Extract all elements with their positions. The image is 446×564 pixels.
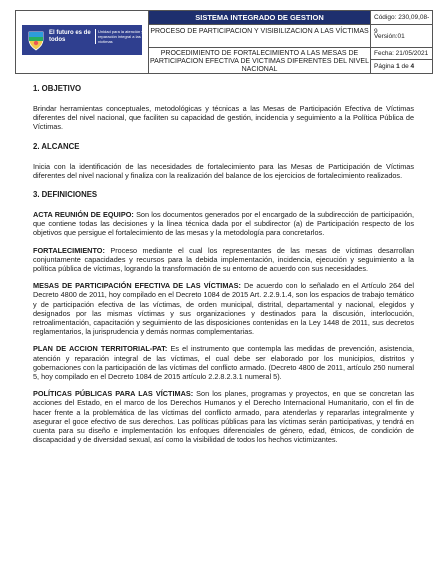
definition-term: ACTA REUNIÓN DE EQUIPO: (33, 210, 134, 220)
process-name: PROCESO DE PARTICIPACION Y VISIBILIZACION A LAS VÍCTIMAS (149, 25, 370, 48)
page-total: 4 (410, 63, 415, 70)
logo-main-text: El futuro es de todos (49, 30, 91, 43)
objetivo-text: Brindar herramientas conceptuales, metodológicas y técnicas a las Mesas de Participación Efectiva de Víctimas diferentes del nivel nacional, que faciliten su capacidad de gestión, incidencia y seguimiento a la Política Pública de Víctimas. (33, 104, 414, 132)
document-code: Código: 230,09,08-9 (370, 11, 432, 25)
definition-fortalecimiento (33, 246, 414, 274)
definition-term: POLÍTICAS PÚBLICAS PARA LAS VÍCTIMAS: (33, 389, 194, 399)
section-heading-alcance: 2. ALCANCE (33, 141, 80, 151)
document-date: Fecha: 21/05/2021 (370, 48, 432, 60)
definition-pat (33, 344, 414, 381)
definition-politicas (33, 389, 414, 444)
definition-mesas (33, 281, 414, 336)
page-number (370, 60, 432, 73)
definition-text: De acuerdo con lo señalado en el Artículo 264 del Decreto 4800 de 2011, hoy compilado en el Decreto 1084 de 2015 Art. 2.2.9.1.4, son los espacios de trabajo temático y de participación efectiva de las víctimas, de orden municipal, distrital, departamental y nacional, elegidos y designados por las mismas víctimas y sus organizaciones y destinados para la discusión, interlocución, retroalimentación, capacitación y seguimiento de las disposiciones contenidas en la Ley 1448 de 2011, sus decretos reglamentarios, la jurisprudencia y demás normas complementarias. (33, 281, 414, 337)
definition-text: Son los planes, programas y proyectos, en que se concretan las acciones del Estado, en el marco de los Derechos Humanos y el Derecho Internacional Humanitario, con el fin de hacer frente a la problemática de las víctimas del conflicto armado, para atenderlas y repararlas integralmente y asegurar el goce efectivo de sus derechos. Las políticas públicas para las víctimas serán participativas, y tendrá en cuenta para su diseño e implementación los enfoques diferenciales de género, edad, étnicos, de condición de discapacidad y de diversidad sexual, así como la visibilidad de todos los hechos victimizantes. (33, 389, 415, 445)
logo-sub-text: Unidad para la atención y reparación integral a las víctimas (95, 29, 144, 44)
definition-text: Proceso mediante el cual los representantes de las mesas de víctimas desarrollan conjuntamente capacidades y recursos para la debida implementación, incidencia, ejecución y seguimiento a la política pública de víctimas, logrando la transformación de su entorno de acuerdo con sus necesidades. (33, 245, 414, 274)
institution-logo (22, 25, 142, 55)
definition-term: MESAS DE PARTICIPACIÓN EFECTIVA DE LAS VÍCTIMAS: (33, 281, 241, 291)
section-heading-definiciones: 3. DEFINICIONES (33, 190, 98, 200)
definition-term: PLAN DE ACCION TERRITORIAL-PAT: (33, 344, 168, 354)
document-header-table (15, 10, 433, 74)
page-current: 1 (396, 63, 400, 70)
alcance-text: Inicia con la identificación de las necesidades de fortalecimiento para las Mesas de Participación de Víctimas diferentes del nivel nacional y finaliza con la realización del balance de los ejercicios de fortalecimiento realizados. (33, 161, 414, 180)
coat-of-arms-icon (26, 29, 46, 51)
document-version: Versión:01 (370, 25, 432, 48)
system-title: SISTEMA INTEGRADO DE GESTION (149, 11, 370, 25)
logo-cell (16, 11, 149, 73)
definition-text: Son los documentos generados por el encargado de la subdirección de participación, que contiene todas las decisiones y la línea técnica dada por el subdirector (a) de Participación respecto de los objetivos que persigue el fortalecimiento de las mesas y la metodología para concretarlos. (33, 210, 414, 238)
definition-text: Es el instrumento que contempla las medidas de prevención, asistencia, atención y reparación integral de las víctimas, el cual debe ser elaborado por los municipios, distritos y gobernaciones con la participación de las víctimas del conflicto armado. (Decreto 4800 de 2011, artículo 250 numeral 5, hoy compilado en el Decreto 1084 de 2015 artículo 2.2.8.2.3.1 numeral 5). (33, 344, 415, 382)
definition-term: FORTALECIMIENTO: (33, 245, 105, 255)
document-body (33, 84, 414, 444)
section-heading-objetivo: 1. OBJETIVO (33, 84, 82, 93)
page-label: Página (374, 63, 395, 70)
page-of: de (401, 63, 409, 70)
procedure-name: PROCEDIMIENTO DE FORTALECIMIENTO A LAS MESAS DE PARTICIPACION EFECTIVA DE VICTIMAS DIFERENTES DEL NIVEL NACIONAL (150, 50, 369, 73)
definition-acta (33, 210, 414, 238)
